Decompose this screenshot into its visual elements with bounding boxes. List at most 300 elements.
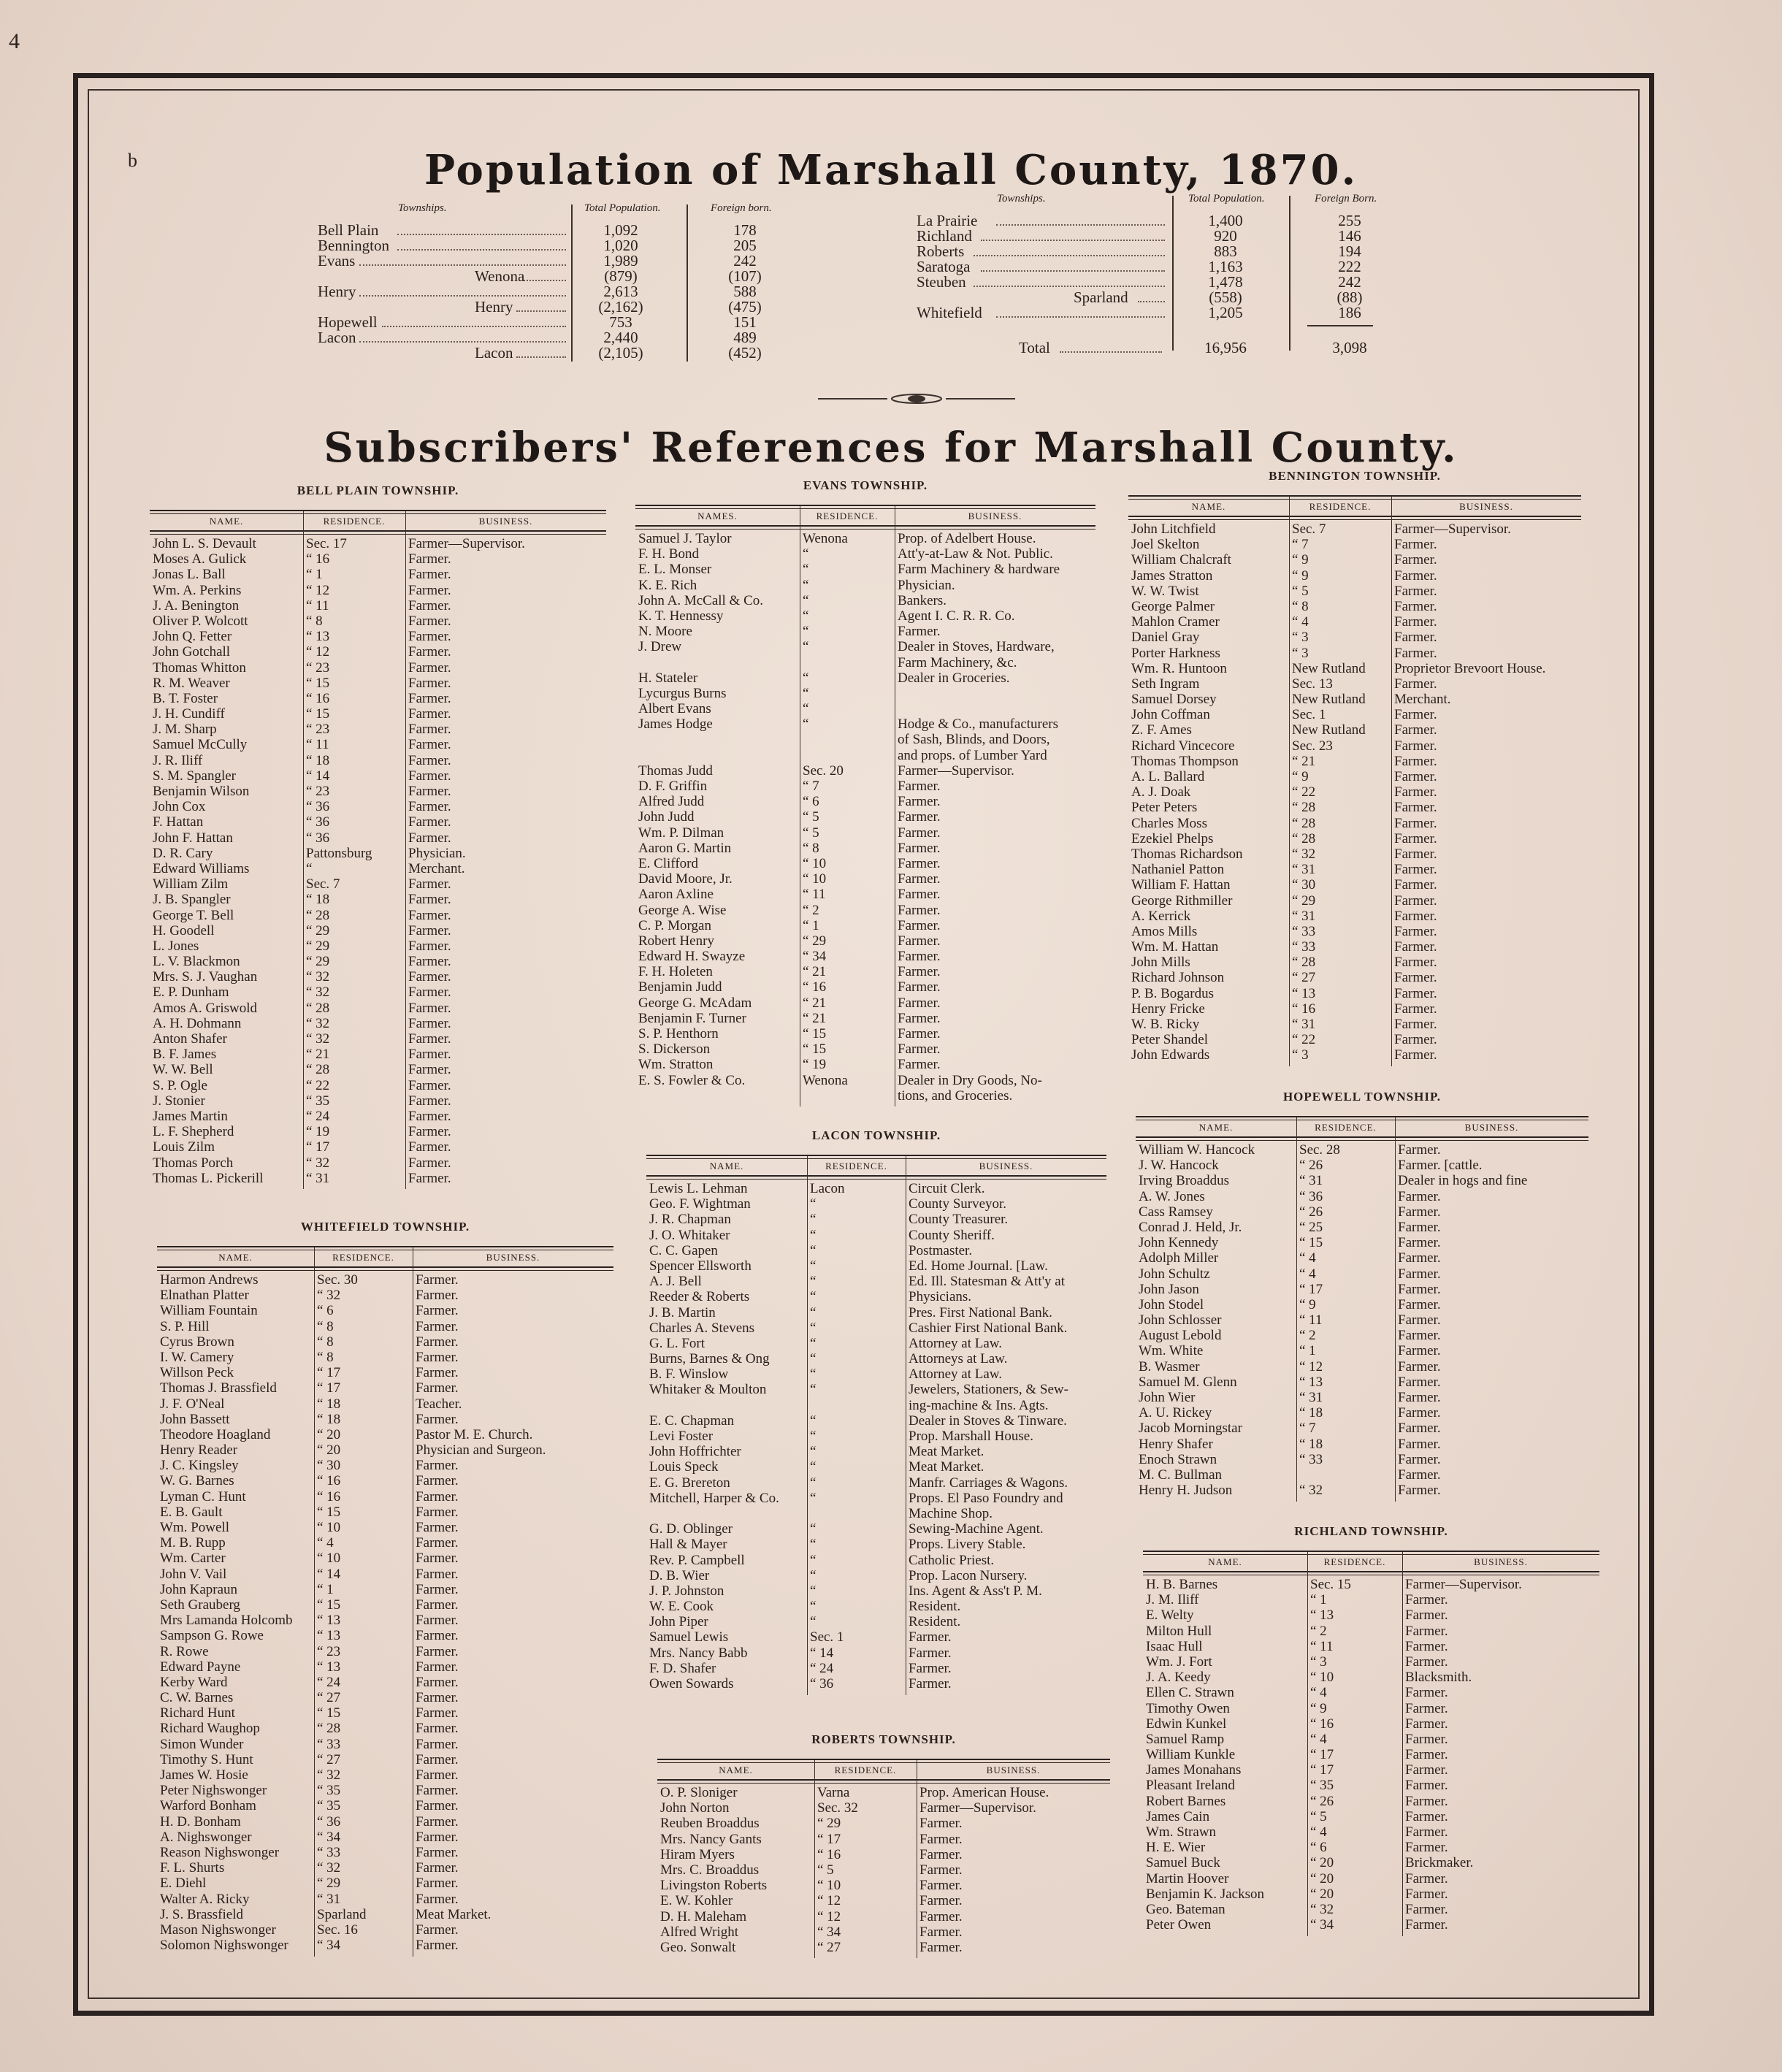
subscriber-business: Farmer. xyxy=(1398,1281,1441,1297)
subscriber-name: James Hodge xyxy=(638,716,713,733)
table-row xyxy=(635,825,1095,841)
subscriber-business: Farmer—Supervisor. xyxy=(408,536,525,551)
subscriber-business: Farmer. xyxy=(416,1736,459,1752)
table-row xyxy=(635,686,1095,701)
subscriber-residence: “ 13 xyxy=(317,1613,341,1629)
subscriber-business: Farmer. xyxy=(408,1000,451,1016)
column-divider xyxy=(1307,1552,1308,1936)
subscriber-residence: “ 6 xyxy=(317,1303,334,1319)
subscriber-business: Farmer. xyxy=(416,1798,459,1814)
subscriber-residence: Sec. 16 xyxy=(317,1922,358,1938)
subscriber-business: Dealer in Groceries. xyxy=(898,670,1010,686)
subscriber-business: Farmer. xyxy=(408,551,451,567)
table-row xyxy=(1136,1467,1588,1483)
subscriber-residence: Sec. 7 xyxy=(306,876,340,892)
subscriber-business: Farmer. xyxy=(408,830,451,846)
table-row xyxy=(1128,800,1581,815)
subscriber-business: Farmer. xyxy=(1398,1436,1441,1452)
population-row xyxy=(917,305,1413,321)
township-table-evans xyxy=(635,478,1095,1117)
table-row xyxy=(1128,986,1581,1001)
subscriber-residence: Sec. 28 xyxy=(1299,1142,1340,1158)
subscriber-residence: “ 21 xyxy=(1292,753,1316,769)
subscriber-name: L. V. Blackmon xyxy=(153,954,240,970)
name-column-header: NAME. xyxy=(218,1252,253,1263)
township-table-richland xyxy=(1143,1524,1599,1946)
subscriber-name: Robert Barnes xyxy=(1146,1793,1226,1809)
table-row xyxy=(150,985,606,1000)
subscriber-name: E. C. Chapman xyxy=(649,1412,735,1429)
subscriber-business: Farmer. xyxy=(1394,923,1437,939)
subscriber-business: Jewelers, Stationers, & Sew- xyxy=(909,1382,1068,1398)
population-row xyxy=(318,269,785,284)
subscriber-residence: “ 16 xyxy=(803,979,827,995)
population-total-row xyxy=(917,340,1413,356)
table-row xyxy=(1128,1017,1581,1032)
leader-dots xyxy=(516,299,567,312)
subscriber-name: Nathaniel Patton xyxy=(1131,862,1225,878)
table-row xyxy=(635,655,1095,670)
subscriber-name: J. R. Chapman xyxy=(649,1212,731,1228)
subscriber-business: Physician and Surgeon. xyxy=(416,1442,546,1459)
subscriber-business: Physician. xyxy=(898,577,955,593)
subscriber-business: Farmer. xyxy=(408,784,451,799)
subscriber-residence: “ 3 xyxy=(1292,630,1309,646)
subscriber-business: Farmer. xyxy=(416,1659,459,1675)
business-column-header: BUSINESS. xyxy=(1464,1122,1519,1133)
subscriber-residence: “ xyxy=(810,1351,817,1367)
subscriber-business: Farmer. xyxy=(1405,1700,1448,1716)
subscriber-business: Farmer. xyxy=(1405,1808,1448,1824)
table-row xyxy=(635,716,1095,732)
column-divider xyxy=(1402,1552,1403,1936)
subscriber-name: J. O. Whitaker xyxy=(649,1227,730,1243)
subscriber-business: Meat Market. xyxy=(909,1459,984,1475)
column-divider xyxy=(314,1247,315,1957)
subscriber-name: R. Rowe xyxy=(160,1643,209,1659)
table-row xyxy=(657,1862,1110,1878)
subscriber-business: Meat Market. xyxy=(909,1444,984,1460)
subscriber-residence: “ 28 xyxy=(317,1721,341,1737)
township-name: Saratoga xyxy=(917,258,971,275)
subscriber-name: Edwin Kunkel xyxy=(1146,1716,1227,1732)
subscriber-name: Samuel Lewis xyxy=(649,1629,729,1645)
subscriber-name: H. B. Barnes xyxy=(1146,1577,1218,1592)
subscriber-residence: “ 16 xyxy=(817,1846,841,1862)
subscriber-residence: “ xyxy=(803,562,809,578)
subscriber-residence: “ 32 xyxy=(317,1288,341,1304)
subscriber-residence: “ 3 xyxy=(1292,1047,1309,1063)
subscriber-business: Farm Machinery & hardware xyxy=(898,562,1060,578)
table-row xyxy=(157,1412,613,1427)
subscriber-business: Farmer. xyxy=(1405,1870,1448,1886)
subscriber-name: Spencer Ellsworth xyxy=(649,1258,752,1274)
subscriber-name: W. W. Twist xyxy=(1131,583,1199,599)
subscriber-residence: “ 26 xyxy=(1299,1204,1323,1220)
subscriber-business: Farmer. xyxy=(1405,1623,1448,1639)
subscriber-name: Geo. F. Wightman xyxy=(649,1196,751,1212)
subscriber-residence: “ 20 xyxy=(317,1426,341,1442)
subscriber-residence: “ 34 xyxy=(817,1924,841,1940)
subscriber-business: Farmer. xyxy=(416,1272,459,1288)
total-population-header-right: Total Population. xyxy=(1188,193,1265,204)
table-row xyxy=(657,1878,1110,1893)
table-row xyxy=(635,979,1095,995)
header-rule-top xyxy=(1128,495,1581,500)
subscriber-business: Farmer. xyxy=(909,1676,952,1691)
table-row xyxy=(157,1334,613,1350)
total-population-value: (2,162) xyxy=(598,298,643,316)
subscriber-residence: “ xyxy=(810,1274,817,1290)
subscriber-name: I. W. Camery xyxy=(160,1349,234,1365)
township-rows xyxy=(635,531,1095,1104)
subscriber-business: Hodge & Co., manufacturers xyxy=(898,716,1059,733)
subscriber-residence: “ 24 xyxy=(317,1674,341,1690)
subscriber-residence: “ 4 xyxy=(317,1535,334,1551)
total-population-value: 1,163 xyxy=(1208,258,1243,275)
subscriber-residence: “ 29 xyxy=(803,933,827,949)
subscriber-business: Farmer. xyxy=(416,1458,459,1474)
total-population-value: 2,440 xyxy=(603,329,638,346)
subscriber-residence: “ 34 xyxy=(803,949,827,965)
subscriber-name: Solomon Nighswonger xyxy=(160,1938,288,1954)
subscriber-business: Farmer. xyxy=(416,1380,459,1396)
subscriber-residence: “ 15 xyxy=(803,1026,827,1041)
subscriber-residence: Wenona xyxy=(803,1072,848,1088)
subscriber-residence: “ xyxy=(810,1227,817,1243)
subscriber-name: H. D. Bonham xyxy=(160,1813,241,1830)
table-row xyxy=(150,814,606,830)
township-name: Whitefield xyxy=(917,304,982,321)
subscriber-business: Farmer. xyxy=(1394,877,1437,893)
subscriber-business: Farmer. xyxy=(919,1924,963,1940)
table-row xyxy=(1136,1343,1588,1358)
subscriber-residence: Pattonsburg xyxy=(306,845,372,861)
subscriber-residence: “ 31 xyxy=(1292,862,1316,878)
table-row xyxy=(1128,877,1581,892)
subscriber-business: Farmer. xyxy=(1405,1762,1448,1778)
table-row xyxy=(646,1475,1106,1491)
subscriber-residence: “ 19 xyxy=(803,1057,827,1073)
table-row xyxy=(1128,939,1581,955)
table-row xyxy=(635,1073,1095,1088)
subscriber-residence: “ 18 xyxy=(1299,1436,1323,1452)
subscriber-business: Farmer. xyxy=(898,794,941,810)
subscriber-name: Benjamin F. Turner xyxy=(638,1010,746,1026)
subscriber-business: Farmer. xyxy=(898,917,941,933)
table-row xyxy=(635,562,1095,577)
subscriber-name: Irving Broaddus xyxy=(1139,1173,1230,1189)
table-row xyxy=(150,954,606,969)
subscriber-name: Conrad J. Held, Jr. xyxy=(1139,1219,1242,1235)
subscriber-business: Farmer. xyxy=(416,1334,459,1350)
subscriber-business: Resident. xyxy=(909,1614,961,1630)
table-row xyxy=(1143,1654,1599,1670)
subscriber-name: Henry Shafer xyxy=(1139,1436,1213,1452)
subscriber-residence: “ 1 xyxy=(1310,1592,1327,1608)
subscriber-name: John Hoffrichter xyxy=(649,1444,741,1460)
subscriber-name: John Mills xyxy=(1131,955,1190,971)
leader-dots xyxy=(359,330,567,343)
subscriber-name: H. E. Wier xyxy=(1146,1840,1206,1856)
subscriber-residence: “ 16 xyxy=(1310,1716,1334,1732)
subscriber-residence: “ 12 xyxy=(306,644,330,660)
subscriber-name: D. F. Griffin xyxy=(638,779,708,794)
table-row xyxy=(1136,1483,1588,1498)
table-row xyxy=(157,1737,613,1752)
subscriber-residence: “ 28 xyxy=(306,1062,330,1078)
table-row xyxy=(1128,784,1581,800)
subscriber-business: Farmer. xyxy=(898,964,941,980)
subscriber-residence: “ xyxy=(803,701,809,717)
subscriber-business: Farmer. xyxy=(919,1939,963,1955)
subscriber-name: M. C. Bullman xyxy=(1139,1467,1223,1483)
subscriber-residence: “ xyxy=(810,1258,817,1274)
subscriber-name: John Kapraun xyxy=(160,1581,238,1597)
table-row xyxy=(157,1613,613,1628)
subscriber-name: E. L. Monser xyxy=(638,562,712,578)
subscriber-residence: “ 12 xyxy=(306,582,330,598)
subscriber-business: County Sheriff. xyxy=(909,1227,995,1243)
residence-column-header: RESIDENCE. xyxy=(1323,1556,1386,1567)
table-row xyxy=(1128,738,1581,754)
foreign-born-value: 489 xyxy=(733,329,757,346)
subscriber-business: Farmer. xyxy=(1405,1793,1448,1809)
subscriber-business: Farmer. xyxy=(1398,1421,1441,1437)
population-row xyxy=(917,259,1413,275)
subscriber-residence: “ 18 xyxy=(306,892,330,908)
subscriber-residence: “ xyxy=(306,860,313,876)
leader-dots xyxy=(1138,290,1165,302)
subscriber-business: Farmer. xyxy=(416,1504,459,1520)
table-row xyxy=(646,1398,1106,1413)
subscriber-residence: “ 18 xyxy=(317,1396,341,1412)
subscriber-business: Props. Livery Stable. xyxy=(909,1537,1026,1553)
subscriber-name: John Norton xyxy=(660,1800,730,1816)
table-row xyxy=(646,1676,1106,1691)
subscriber-name: Peter Owen xyxy=(1146,1917,1212,1933)
subscriber-residence: “ 28 xyxy=(1292,955,1316,971)
table-row xyxy=(657,1800,1110,1816)
table-row xyxy=(150,737,606,752)
subscriber-residence: “ xyxy=(810,1583,817,1599)
residence-column-header: RESIDENCE. xyxy=(816,511,879,521)
subscriber-residence: “ xyxy=(810,1320,817,1336)
township-title: EVANS TOWNSHIP. xyxy=(803,478,928,492)
table-row xyxy=(157,1644,613,1659)
subscriber-residence: “ 5 xyxy=(1310,1808,1327,1824)
subscriber-business: Farmer. xyxy=(1405,1592,1448,1608)
table-row xyxy=(150,644,606,660)
table-row xyxy=(150,892,606,907)
subscriber-business: Farmer. xyxy=(416,1938,459,1954)
subscriber-business: Pastor M. E. Church. xyxy=(416,1426,533,1442)
name-column-header: NAME. xyxy=(209,516,244,527)
subscriber-name: Thomas Whitton xyxy=(153,660,246,676)
table-row xyxy=(1128,1047,1581,1063)
subscriber-name: G. D. Oblinger xyxy=(649,1521,733,1537)
subscriber-residence: “ 1 xyxy=(803,917,819,933)
table-row xyxy=(157,1442,613,1458)
townships-header-right: Townships. xyxy=(997,193,1046,204)
population-row xyxy=(318,253,785,269)
subscriber-business: Farmer. xyxy=(1394,1032,1437,1048)
table-row xyxy=(1136,1437,1588,1452)
subscriber-business: Farmer. xyxy=(408,969,451,985)
subscriber-residence: “ 31 xyxy=(317,1891,341,1907)
subscriber-name: Lewis L. Lehman xyxy=(649,1181,748,1196)
foreign-born-header-right: Foreign Born. xyxy=(1315,193,1377,204)
subscriber-residence: “ 32 xyxy=(306,1031,330,1047)
subscriber-name: G. L. Fort xyxy=(649,1335,705,1351)
table-row xyxy=(646,1243,1106,1258)
foreign-born-value: (88) xyxy=(1336,288,1363,306)
table-row xyxy=(150,768,606,784)
table-row xyxy=(157,1505,613,1520)
subscriber-name: Levi Foster xyxy=(649,1429,714,1444)
subscriber-name: Seth Ingram xyxy=(1131,676,1200,692)
subscriber-business: Farmer. xyxy=(1394,738,1437,754)
subscriber-residence: “ 4 xyxy=(1299,1266,1316,1282)
table-row xyxy=(150,691,606,706)
subscriber-name: Thomas Porch xyxy=(153,1155,234,1171)
subscriber-business: Farmer—Supervisor. xyxy=(1405,1577,1522,1592)
subscriber-business: Farmer. xyxy=(408,1047,451,1063)
township-rows xyxy=(1128,521,1581,1063)
table-row xyxy=(157,1659,613,1675)
column-divider xyxy=(1395,1117,1396,1502)
subscriber-name: John Coffman xyxy=(1131,707,1210,723)
subscriber-name: D. R. Cary xyxy=(153,845,213,861)
table-row xyxy=(646,1599,1106,1614)
subscriber-business: Meat Market. xyxy=(416,1906,492,1922)
subscriber-business: Farmer. xyxy=(416,1690,459,1706)
table-row xyxy=(1128,862,1581,877)
table-row xyxy=(1136,1173,1588,1188)
township-name: Richland xyxy=(917,227,972,245)
subscriber-residence: “ 23 xyxy=(306,660,330,676)
subscriber-business: Farmer. xyxy=(408,1124,451,1140)
township-name: Roberts xyxy=(917,242,965,260)
leader-dots xyxy=(981,229,1165,241)
subscriber-name: A. Kerrick xyxy=(1131,908,1191,924)
subscriber-residence: “ 31 xyxy=(1292,908,1316,924)
subscriber-name: Jacob Morningstar xyxy=(1139,1421,1242,1437)
table-row xyxy=(1136,1312,1588,1328)
subscriber-residence: “ 32 xyxy=(1299,1483,1323,1499)
foreign-born-value: (475) xyxy=(728,298,762,316)
subscriber-residence: “ 13 xyxy=(317,1628,341,1644)
table-row xyxy=(635,1057,1095,1072)
subscriber-name: August Lebold xyxy=(1139,1328,1222,1344)
subscriber-business: Farmer. xyxy=(416,1628,459,1644)
subscriber-business: Farmer. xyxy=(898,949,941,965)
subscriber-business: Farmer. xyxy=(416,1597,459,1613)
subscriber-residence: “ 13 xyxy=(306,629,330,645)
subscriber-residence: “ 27 xyxy=(317,1690,341,1706)
subscriber-residence: “ 36 xyxy=(810,1676,834,1691)
subscriber-name: F. H. Holeten xyxy=(638,964,713,980)
subscriber-residence: “ 15 xyxy=(317,1597,341,1613)
subscriber-business: Farmer. xyxy=(1398,1467,1441,1483)
subscriber-name: Isaac Hull xyxy=(1146,1638,1203,1654)
table-row xyxy=(646,1645,1106,1661)
subscriber-name: Thomas J. Brassfield xyxy=(160,1380,277,1396)
township-rows xyxy=(657,1785,1110,1955)
table-row xyxy=(150,1124,606,1139)
subscriber-residence: “ 26 xyxy=(1310,1793,1334,1809)
table-row xyxy=(635,1011,1095,1026)
subscriber-residence: “ 6 xyxy=(1310,1840,1327,1856)
subscriber-name: Mrs Lamanda Holcomb xyxy=(160,1613,293,1629)
table-row xyxy=(1143,1716,1599,1732)
subscriber-residence: “ 35 xyxy=(1310,1778,1334,1794)
foreign-born-value: 194 xyxy=(1338,242,1361,260)
township-title: WHITEFIELD TOWNSHIP. xyxy=(300,1220,470,1234)
subscriber-name: Mrs. S. J. Vaughan xyxy=(153,969,258,985)
subscriber-business: Farmer. xyxy=(898,979,941,995)
subscriber-business: Farmer. xyxy=(408,1093,451,1109)
subscriber-business: Farmer. xyxy=(898,933,941,949)
table-row xyxy=(1128,722,1581,738)
subscriber-business: Merchant. xyxy=(1394,692,1451,708)
subscriber-business: Farmer. xyxy=(1398,1358,1441,1375)
subscriber-residence: “ 15 xyxy=(317,1504,341,1520)
subscriber-name: Louis Speck xyxy=(649,1459,719,1475)
subscriber-residence: “ xyxy=(810,1412,817,1429)
subscriber-business: Farmer. xyxy=(416,1365,459,1381)
subscriber-business: Farmer. xyxy=(1394,598,1437,614)
subscriber-business: of Sash, Blinds, and Doors, xyxy=(898,732,1050,748)
table-row xyxy=(157,1675,613,1690)
subscriber-name: Wm. A. Perkins xyxy=(153,582,242,598)
table-row xyxy=(1143,1639,1599,1654)
table-row xyxy=(657,1893,1110,1908)
subscriber-business: Farmer. xyxy=(416,1488,459,1505)
residence-column-header: RESIDENCE. xyxy=(834,1765,897,1775)
foreign-born-value: 255 xyxy=(1338,212,1361,229)
table-row xyxy=(646,1629,1106,1645)
subscriber-name: Hall & Mayer xyxy=(649,1537,727,1553)
total-population-value: (879) xyxy=(604,267,638,285)
subscriber-residence: “ 10 xyxy=(317,1520,341,1535)
subscriber-name: Benjamin Wilson xyxy=(153,784,250,799)
table-row xyxy=(646,1382,1106,1397)
subscriber-name: Mrs. C. Broaddus xyxy=(660,1862,760,1878)
subscriber-business: Attorneys at Law. xyxy=(909,1351,1008,1367)
table-row xyxy=(150,969,606,985)
subscriber-business: Prop. of Adelbert House. xyxy=(898,531,1036,546)
residence-column-header: RESIDENCE. xyxy=(1309,501,1372,512)
township-name: Wenona xyxy=(475,267,525,285)
subscriber-residence: “ xyxy=(810,1475,817,1491)
subscriber-business: Machine Shop. xyxy=(909,1505,993,1521)
subscriber-name: J. F. O'Neal xyxy=(160,1396,225,1412)
subscriber-name: Peter Peters xyxy=(1131,800,1198,816)
subscriber-name: Rev. P. Campbell xyxy=(649,1552,745,1568)
subscriber-business: Farmer. xyxy=(416,1891,459,1907)
population-row xyxy=(318,299,785,315)
subscriber-business: Props. El Paso Foundry and xyxy=(909,1490,1063,1506)
table-row xyxy=(657,1940,1110,1955)
subscriber-business: Farmer. xyxy=(416,1876,459,1892)
subscriber-residence: “ 15 xyxy=(803,1041,827,1058)
name-column-header: NAME. xyxy=(1198,1122,1234,1133)
subscriber-name: W. W. Bell xyxy=(153,1062,213,1078)
table-row xyxy=(635,608,1095,624)
subscriber-residence: “ 30 xyxy=(317,1458,341,1474)
subscriber-business: Farmer. xyxy=(1394,769,1437,784)
